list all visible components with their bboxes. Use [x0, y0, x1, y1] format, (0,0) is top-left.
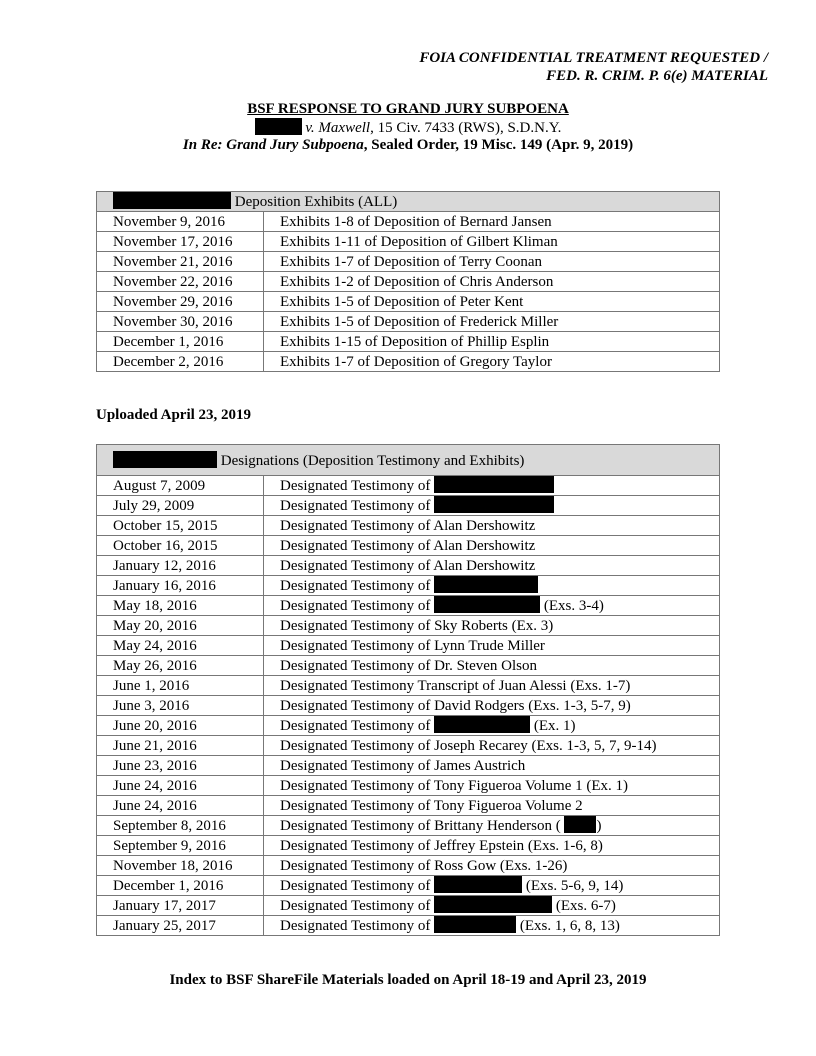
row-date [97, 496, 264, 516]
confidentiality-header [419, 49, 768, 85]
row-description [264, 332, 720, 352]
redaction [434, 496, 554, 513]
description-text: Designated Testimony of Brittany Henderson ( [280, 818, 561, 834]
row-description [264, 232, 720, 252]
date-text: June 3, 2016 [113, 697, 190, 714]
redaction [434, 916, 516, 933]
row-date [97, 212, 264, 232]
footer-index: Index to BSF ShareFile Materials loaded on April 18-19 and April 23, 2019 [169, 972, 647, 988]
date-text: January 12, 2016 [113, 557, 216, 574]
row-description [264, 536, 720, 556]
description-suffix: (Exs. 6-7) [552, 898, 616, 914]
table-row [97, 476, 720, 496]
row-date [97, 856, 264, 876]
table-row [97, 556, 720, 576]
row-description [264, 876, 720, 896]
row-description [264, 916, 720, 936]
case-caption-italic: v. Maxwell [305, 120, 371, 136]
description-text: Designated Testimony of Joseph Recarey (Exs. 1-3, 5, 7, 9-14) [280, 737, 657, 754]
description-text: Exhibits 1-5 of Deposition of Frederick Miller [280, 313, 559, 330]
table-row [97, 636, 720, 656]
table-row [97, 312, 720, 332]
in-re-rest: , Sealed Order, 19 Misc. 149 (Apr. 9, 2019) [363, 137, 634, 153]
date-text: June 24, 2016 [113, 777, 197, 794]
description-text: Designated Testimony of [280, 598, 431, 614]
table-row [97, 576, 720, 596]
case-caption-rest: , 15 Civ. 7433 (RWS), S.D.N.Y. [370, 120, 562, 136]
row-description [264, 556, 720, 576]
date-text: August 7, 2009 [113, 477, 206, 494]
row-description [264, 836, 720, 856]
description-text: Designated Testimony of [280, 578, 431, 594]
date-text: July 29, 2009 [113, 497, 195, 514]
description-text: Designated Testimony of Lynn Trude Miller [280, 637, 545, 654]
row-description [264, 816, 720, 836]
row-date [97, 536, 264, 556]
table-row [97, 916, 720, 936]
row-description [264, 896, 720, 916]
date-text: June 21, 2016 [113, 737, 197, 754]
row-description [264, 292, 720, 312]
date-text: December 1, 2016 [113, 877, 224, 894]
table-row [97, 616, 720, 636]
row-date [97, 556, 264, 576]
case-caption [0, 118, 816, 137]
table-row [97, 776, 720, 796]
table-row [97, 272, 720, 292]
row-description [264, 252, 720, 272]
description-text: Exhibits 1-2 of Deposition of Chris Anderson [280, 273, 554, 290]
header-line-1: FOIA CONFIDENTIAL TREATMENT REQUESTED / [419, 50, 768, 66]
redaction [434, 476, 554, 493]
table-row [97, 496, 720, 516]
date-text: May 20, 2016 [113, 617, 197, 634]
description-text: Designated Testimony of Alan Dershowitz [280, 557, 536, 574]
table-header-row [97, 192, 720, 212]
date-text: May 26, 2016 [113, 657, 197, 674]
row-date [97, 332, 264, 352]
row-date [97, 636, 264, 656]
row-description [264, 496, 720, 516]
table-row [97, 696, 720, 716]
date-text: September 8, 2016 [113, 817, 226, 834]
description-suffix: (Exs. 3-4) [540, 598, 604, 614]
row-date [97, 876, 264, 896]
description-text: Designated Testimony of [280, 498, 431, 514]
date-text: November 9, 2016 [113, 213, 226, 230]
description-text: Exhibits 1-15 of Deposition of Phillip Esplin [280, 333, 550, 350]
description-suffix: (Exs. 1, 6, 8, 13) [516, 918, 620, 934]
row-date [97, 776, 264, 796]
description-text: Designated Testimony of David Rodgers (Exs. 1-3, 5-7, 9) [280, 697, 631, 714]
designations-table [96, 444, 720, 936]
date-text: June 20, 2016 [113, 717, 197, 734]
in-re-italic: In Re: Grand Jury Subpoena [182, 137, 364, 153]
date-text: November 21, 2016 [113, 253, 233, 270]
row-description [264, 696, 720, 716]
date-text: October 15, 2015 [113, 517, 218, 534]
redaction [113, 192, 231, 209]
row-date [97, 916, 264, 936]
date-text: September 9, 2016 [113, 837, 226, 854]
row-date [97, 476, 264, 496]
row-date [97, 576, 264, 596]
row-date [97, 896, 264, 916]
row-description [264, 312, 720, 332]
description-text: Designated Testimony of James Austrich [280, 757, 526, 774]
date-text: November 22, 2016 [113, 273, 233, 290]
description-text: Designated Testimony of Tony Figueroa Volume 1 (Ex. 1) [280, 777, 629, 794]
description-text: Exhibits 1-7 of Deposition of Terry Coonan [280, 253, 542, 270]
table-row [97, 816, 720, 836]
date-text: June 1, 2016 [113, 677, 190, 694]
table-row [97, 252, 720, 272]
row-date [97, 816, 264, 836]
redaction [434, 596, 540, 613]
table-row [97, 716, 720, 736]
table2-body [97, 476, 720, 936]
row-description [264, 676, 720, 696]
table-row [97, 896, 720, 916]
in-re-caption [0, 136, 816, 154]
uploaded-label: Uploaded April 23, 2019 [96, 407, 252, 423]
date-text: November 29, 2016 [113, 293, 233, 310]
row-date [97, 796, 264, 816]
row-date [97, 836, 264, 856]
description-text: Designated Testimony of Jeffrey Epstein (Exs. 1-6, 8) [280, 837, 603, 854]
row-description [264, 272, 720, 292]
title-main: BSF RESPONSE TO GRAND JURY SUBPOENA [247, 101, 569, 117]
description-text: Designated Testimony Transcript of Juan Alessi (Exs. 1-7) [280, 677, 631, 694]
description-text: Designated Testimony of Sky Roberts (Ex. 3) [280, 617, 554, 634]
table-row [97, 676, 720, 696]
row-date [97, 616, 264, 636]
redaction [434, 876, 522, 893]
description-text: Designated Testimony of Tony Figueroa Volume 2 [280, 797, 583, 814]
row-date [97, 716, 264, 736]
row-date [97, 232, 264, 252]
description-text: Exhibits 1-8 of Deposition of Bernard Jansen [280, 213, 552, 230]
row-date [97, 676, 264, 696]
row-date [97, 292, 264, 312]
table-row [97, 352, 720, 372]
row-date [97, 312, 264, 332]
row-date [97, 656, 264, 676]
row-description [264, 636, 720, 656]
row-description [264, 656, 720, 676]
redaction [255, 118, 302, 135]
table-row [97, 516, 720, 536]
table-row [97, 756, 720, 776]
table-row [97, 876, 720, 896]
row-description [264, 596, 720, 616]
row-description [264, 576, 720, 596]
description-suffix: ) [596, 818, 602, 834]
table-row [97, 796, 720, 816]
description-text: Exhibits 1-7 of Deposition of Gregory Taylor [280, 353, 552, 370]
redaction [434, 716, 530, 733]
row-description [264, 516, 720, 536]
redaction [564, 816, 596, 833]
date-text: January 16, 2016 [113, 577, 216, 594]
header-line-2: FED. R. CRIM. P. 6(e) MATERIAL [546, 68, 768, 84]
row-description [264, 736, 720, 756]
date-text: November 17, 2016 [113, 233, 233, 250]
table-row [97, 332, 720, 352]
description-text: Designated Testimony of [280, 878, 431, 894]
redaction [434, 896, 552, 913]
date-text: January 17, 2017 [113, 897, 216, 914]
row-description [264, 476, 720, 496]
row-description [264, 716, 720, 736]
redaction [113, 451, 217, 468]
row-description [264, 212, 720, 232]
row-description [264, 776, 720, 796]
date-text: October 16, 2015 [113, 537, 218, 554]
description-text: Exhibits 1-11 of Deposition of Gilbert Kliman [280, 233, 558, 250]
description-text: Designated Testimony of [280, 918, 431, 934]
redaction [434, 576, 538, 593]
row-date [97, 516, 264, 536]
row-description [264, 616, 720, 636]
table-header-cell [97, 445, 720, 476]
row-date [97, 756, 264, 776]
row-date [97, 252, 264, 272]
table-row [97, 856, 720, 876]
date-text: November 18, 2016 [113, 857, 233, 874]
table-header-cell [97, 192, 720, 212]
table-row [97, 292, 720, 312]
table-row [97, 232, 720, 252]
description-text: Designated Testimony of [280, 898, 431, 914]
row-date [97, 596, 264, 616]
row-date [97, 272, 264, 292]
description-text: Designated Testimony of Ross Gow (Exs. 1-26) [280, 857, 568, 874]
date-text: May 18, 2016 [113, 597, 197, 614]
deposition-exhibits-table [96, 191, 720, 372]
date-text: June 23, 2016 [113, 757, 197, 774]
row-description [264, 856, 720, 876]
description-text: Exhibits 1-5 of Deposition of Peter Kent [280, 293, 524, 310]
table-row [97, 212, 720, 232]
table-row [97, 656, 720, 676]
date-text: December 1, 2016 [113, 333, 224, 350]
row-date [97, 696, 264, 716]
date-text: June 24, 2016 [113, 797, 197, 814]
row-date [97, 352, 264, 372]
description-text: Designated Testimony of Dr. Steven Olson [280, 657, 537, 674]
table-header-row [97, 445, 720, 476]
row-description [264, 796, 720, 816]
description-suffix: (Exs. 5-6, 9, 14) [522, 878, 624, 894]
row-description [264, 352, 720, 372]
date-text: May 24, 2016 [113, 637, 197, 654]
description-text: Designated Testimony of [280, 478, 431, 494]
table-row [97, 836, 720, 856]
date-text: November 30, 2016 [113, 313, 233, 330]
row-date [97, 736, 264, 756]
table-row [97, 736, 720, 756]
description-text: Designated Testimony of Alan Dershowitz [280, 537, 536, 554]
description-suffix: (Ex. 1) [530, 718, 576, 734]
row-description [264, 756, 720, 776]
description-text: Designated Testimony of [280, 718, 431, 734]
table2-header: Designations (Deposition Testimony and Exhibits) [220, 452, 525, 469]
description-text: Designated Testimony of Alan Dershowitz [280, 517, 536, 534]
table1-header: Deposition Exhibits (ALL) [234, 194, 398, 210]
table1-body [97, 212, 720, 372]
date-text: January 25, 2017 [113, 917, 216, 934]
table-row [97, 596, 720, 616]
table-row [97, 536, 720, 556]
date-text: December 2, 2016 [113, 353, 224, 370]
